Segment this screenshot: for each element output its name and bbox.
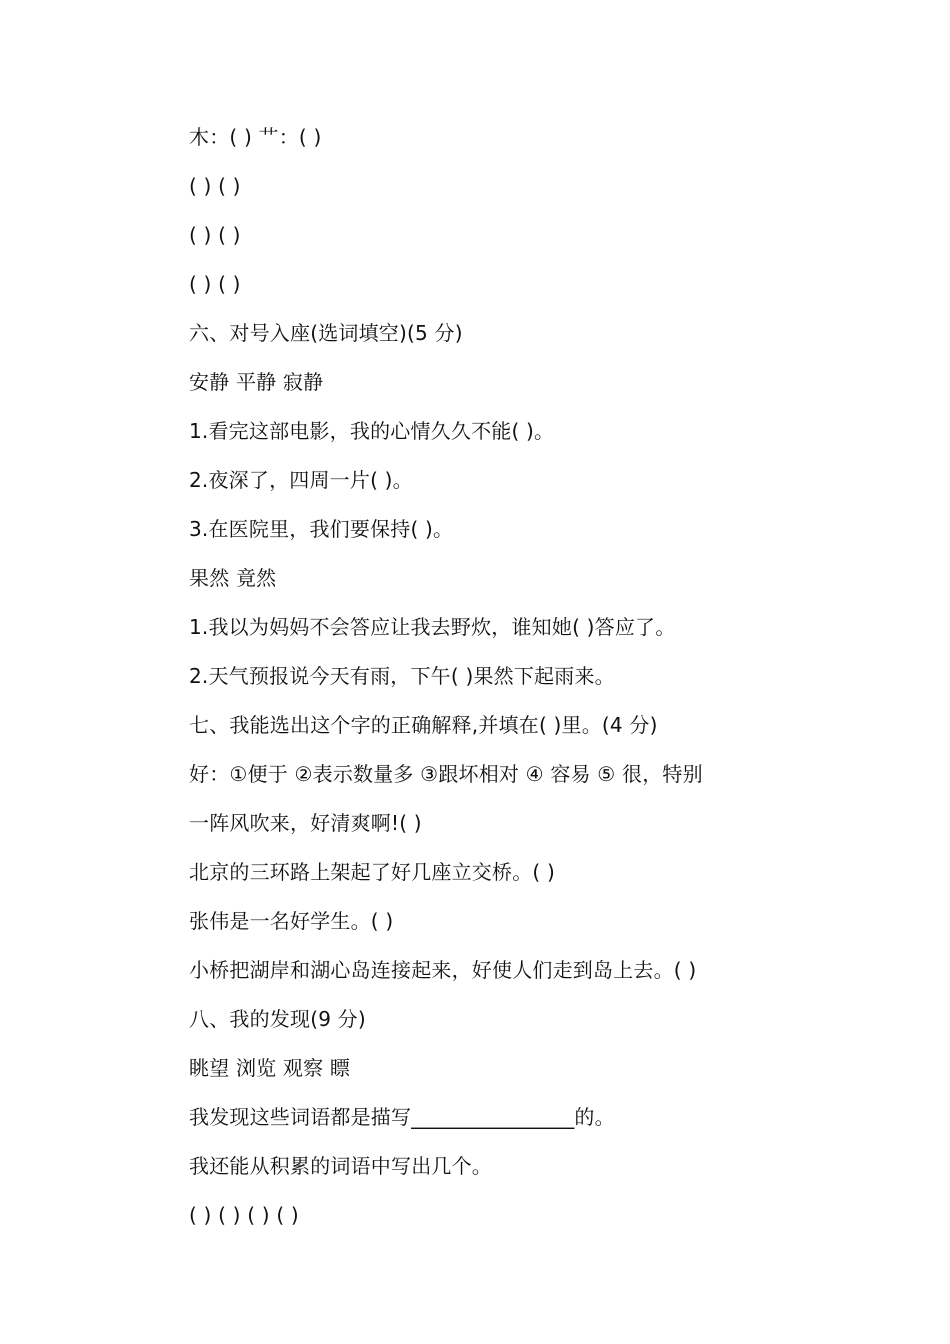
question-item: 张伟是一名好学生。( ) [189, 909, 394, 933]
word-list: 眺望 浏览 观察 瞟 [189, 1056, 351, 1080]
word-choice-list: 果然 竟然 [189, 566, 277, 590]
question-item: 1.看完这部电影，我的心情久久不能( )。 [189, 419, 555, 443]
question-item: 小桥把湖岸和湖心岛连接起来，好使人们走到岛上去。( ) [189, 958, 697, 982]
question-item: 3.在医院里，我们要保持( )。 [189, 517, 454, 541]
question-item: 2.天气预报说今天有雨，下午( )果然下起雨来。 [189, 664, 615, 688]
question-item: 北京的三环路上架起了好几座立交桥。( ) [189, 860, 555, 884]
section-seven-heading: 七、我能选出这个字的正确解释,并填在( )里。(4 分) [189, 713, 658, 737]
question-item: 2.夜深了，四周一片( )。 [189, 468, 413, 492]
question-item: 一阵风吹来，好清爽啊!( ) [189, 811, 422, 835]
answer-blank-line: ( ) ( ) [189, 272, 241, 296]
radical-mu-cao-line: 木：( ) 艹：( ) [189, 125, 322, 149]
fill-in-sentence: 我发现这些词语都是描写________________的。 [189, 1105, 615, 1129]
section-six-heading: 六、对号入座(选词填空)(5 分) [189, 321, 463, 345]
word-choice-list: 安静 平静 寂静 [189, 370, 324, 394]
document-body [189, 118, 789, 1245]
definition-options: 好：①便于 ②表示数量多 ③跟坏相对 ④ 容易 ⑤ 很，特别 [189, 762, 703, 786]
question-item: 1.我以为妈妈不会答应让我去野炊，谁知她( )答应了。 [189, 615, 676, 639]
section-eight-heading: 八、我的发现(9 分) [189, 1007, 366, 1031]
instruction-text: 我还能从积累的词语中写出几个。 [189, 1154, 492, 1178]
answer-blank-line: ( ) ( ) [189, 223, 241, 247]
answer-blank-line: ( ) ( ) ( ) ( ) [189, 1203, 299, 1227]
answer-blank-line: ( ) ( ) [189, 174, 241, 198]
